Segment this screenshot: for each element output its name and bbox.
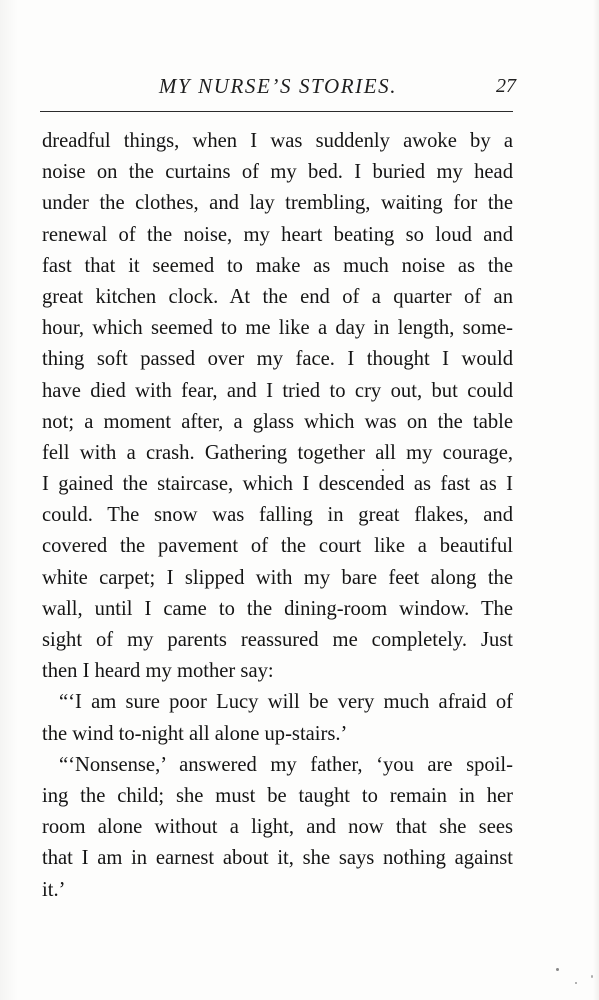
- text-line: white carpet; I slipped with my bare feet along the: [42, 566, 513, 589]
- text-line: renewal of the noise, my heart beating so loud and: [42, 223, 513, 246]
- text-line: then I heard my mother say:: [42, 660, 274, 683]
- text-line: I gained the staircase, which I descended as fast as I: [42, 473, 513, 496]
- paper-speck: [556, 968, 559, 971]
- text-line: the wind to-night all alone up-stairs.’: [42, 722, 348, 745]
- text-line: fell with a crash. Gathering together all my courage,: [42, 441, 513, 464]
- text-line: noise on the curtains of my bed. I buried my head: [42, 161, 513, 184]
- running-head: [42, 70, 514, 104]
- page-edge-shadow: [593, 0, 599, 1000]
- text-line: “‘I am sure poor Lucy will be very much afraid of: [59, 691, 513, 714]
- text-line: could. The snow was falling in great flakes, and: [42, 504, 513, 527]
- text-line: under the clothes, and lay trembling, waiting for the: [42, 192, 513, 215]
- text-line: thing soft passed over my face. I thought I would: [42, 348, 513, 371]
- body-text: [42, 126, 513, 906]
- page-number: 27: [496, 75, 516, 97]
- text-line: hour, which seemed to me like a day in length, some-: [42, 317, 513, 340]
- text-line: “‘Nonsense,’ answered my father, ‘you are spoil-: [59, 753, 513, 776]
- text-line: ing the child; she must be taught to remain in her: [42, 784, 513, 807]
- text-line: fast that it seemed to make as much noise as the: [42, 254, 513, 277]
- text-line: room alone without a light, and now that she sees: [42, 816, 513, 839]
- running-title: MY NURSE’S STORIES.: [158, 74, 398, 98]
- text-line: dreadful things, when I was suddenly awoke by a: [42, 130, 513, 152]
- text-line: it.’: [42, 878, 66, 901]
- text-line: have died with fear, and I tried to cry out, but could: [42, 379, 513, 402]
- text-line: that I am in earnest about it, she says nothing against: [42, 847, 513, 870]
- text-line: covered the pavement of the court like a beautiful: [42, 535, 513, 558]
- header-rule: [40, 111, 513, 112]
- text-line: wall, until I came to the dining-room window. The: [42, 597, 513, 620]
- text-line: great kitchen clock. At the end of a quarter of an: [42, 285, 513, 308]
- paper-speck: [575, 982, 577, 984]
- paper-speck: [382, 469, 384, 471]
- text-line: not; a moment after, a glass which was on the table: [42, 410, 513, 433]
- text-line: sight of my parents reassured me completely. Just: [42, 629, 513, 651]
